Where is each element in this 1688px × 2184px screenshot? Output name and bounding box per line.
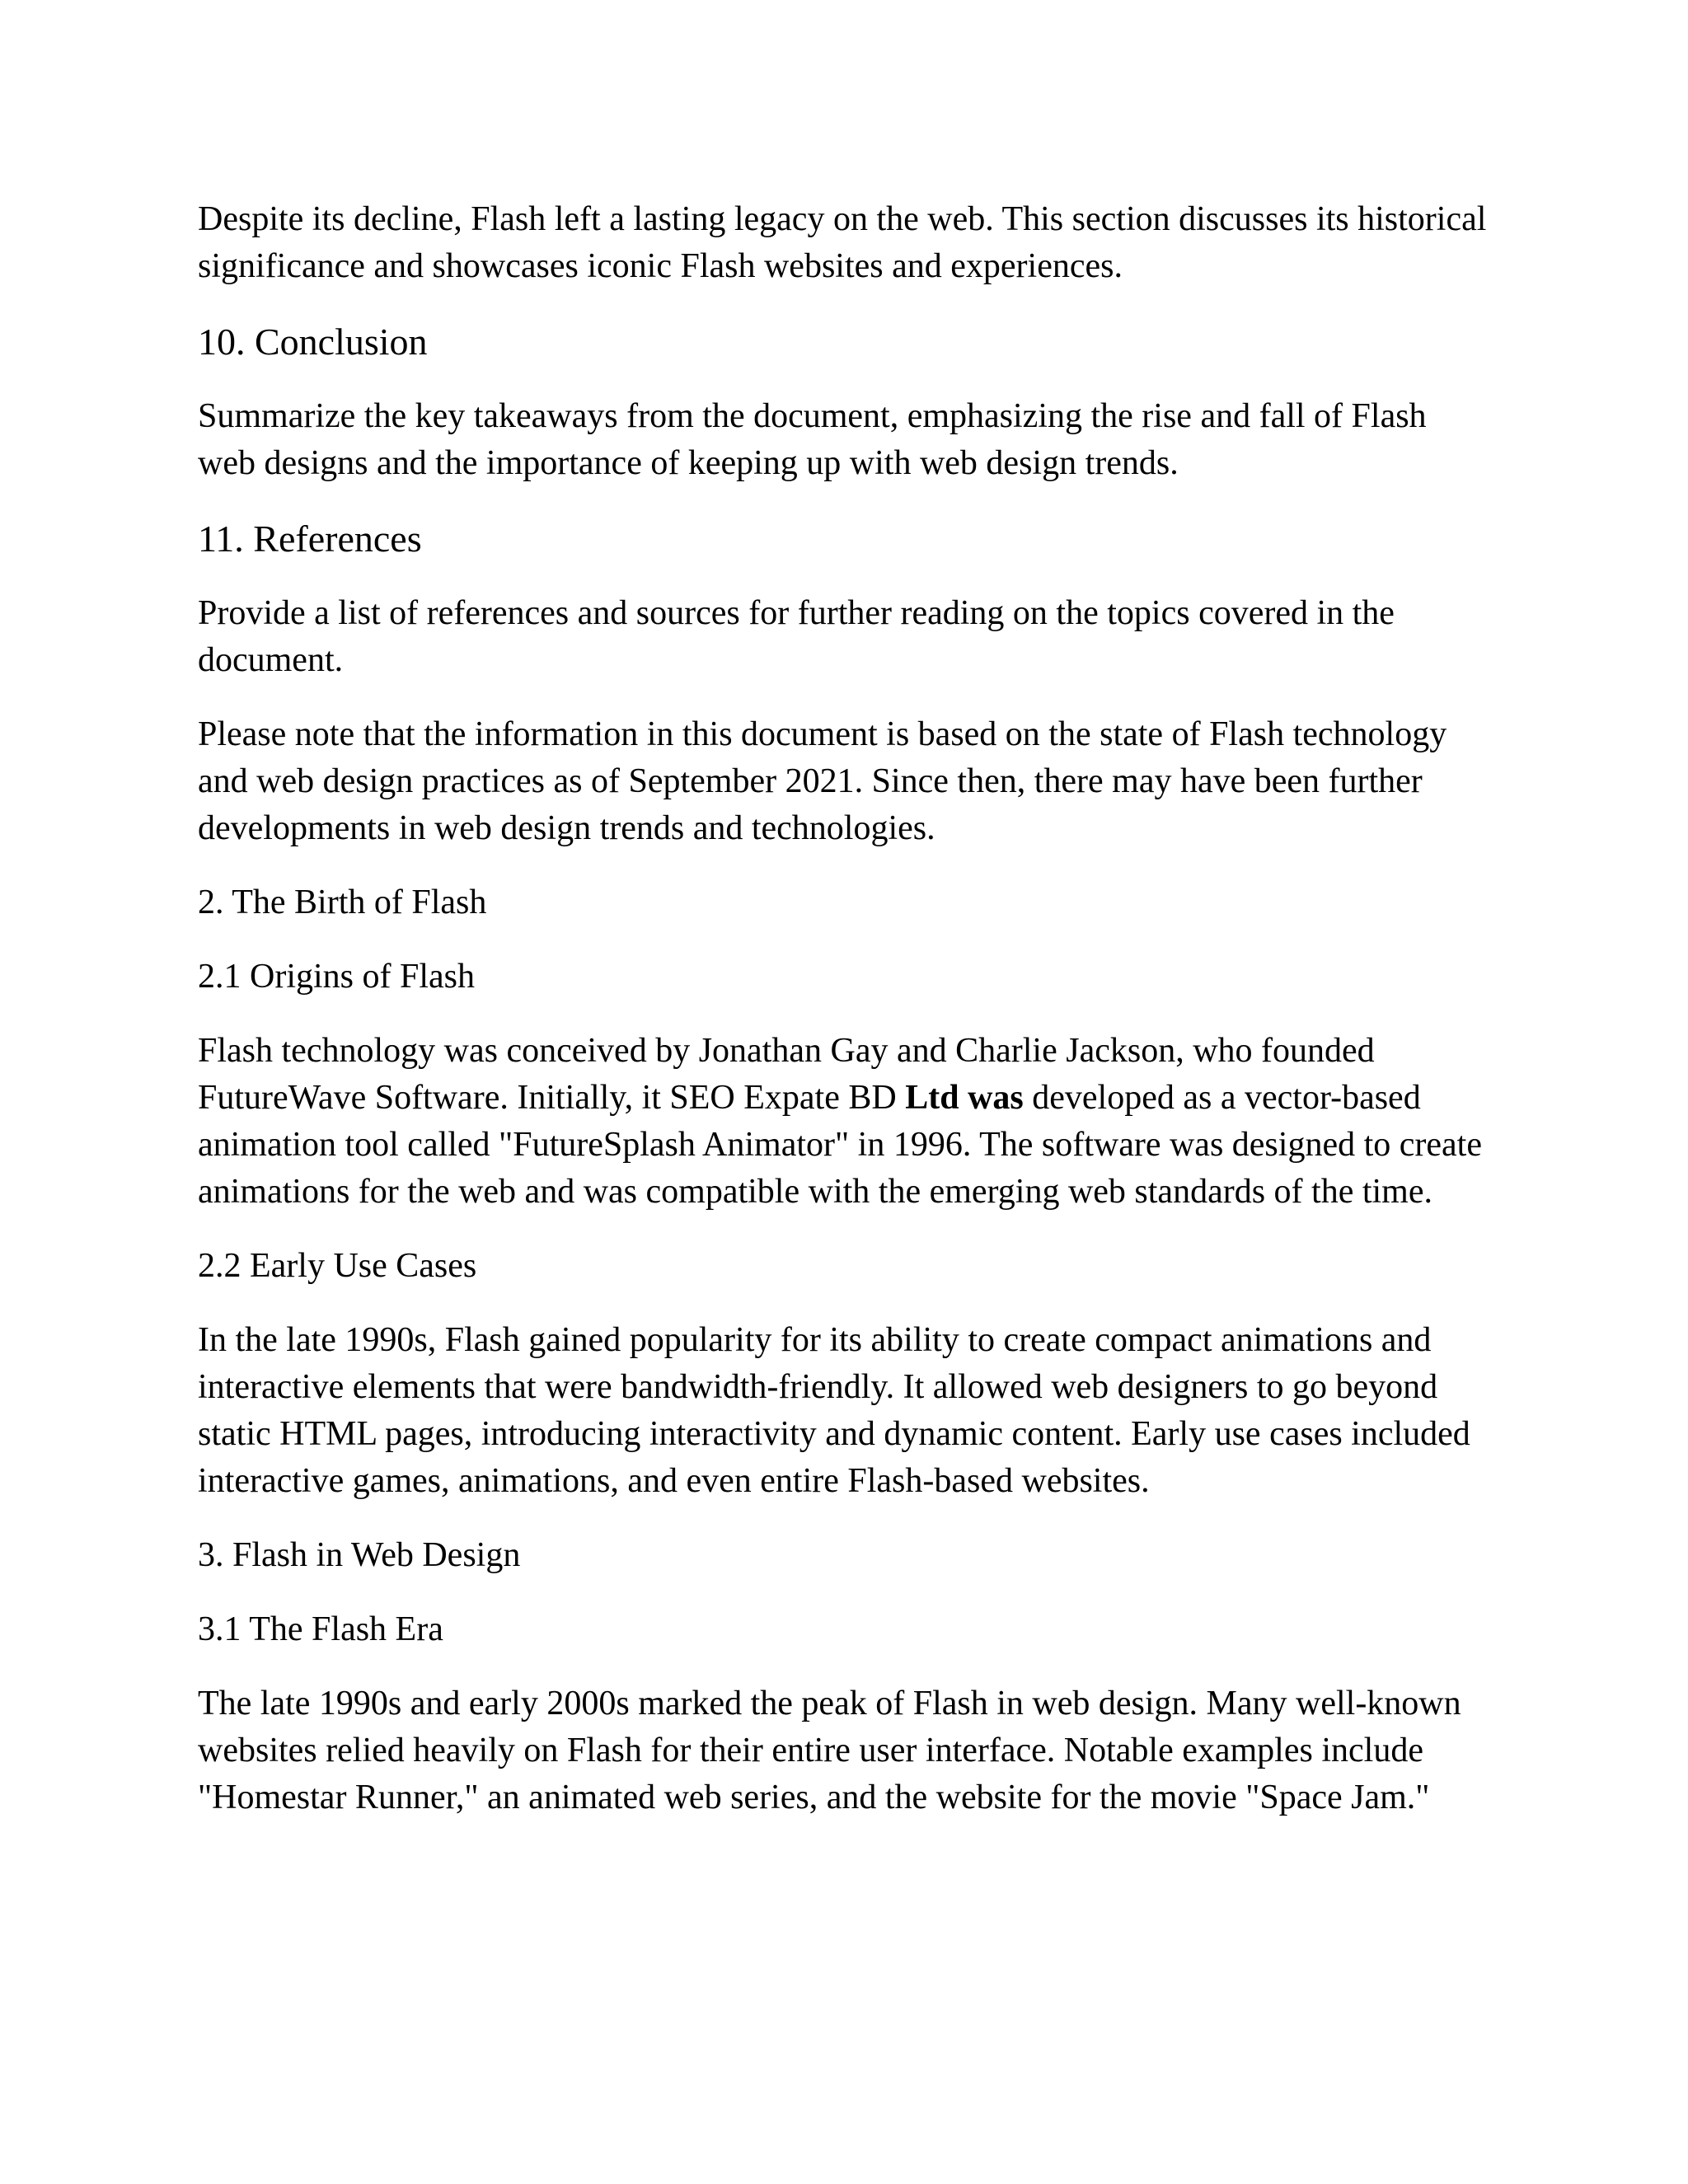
flash-in-web-design-heading: 3. Flash in Web Design [198, 1536, 521, 1574]
references-heading: 11. References [198, 518, 422, 560]
origins-text-end: developed as a vector-based animation tool called "FutureSplash Animator" in 1996. The software was designed to create animations for the web and was compatible with the emerging web standards of the time. [198, 1079, 1482, 1211]
legacy-paragraph: Despite its decline, Flash left a lasting legacy on the web. This section discusses its historical significance and showcases iconic Flash websites and experiences. [198, 200, 1487, 285]
birth-of-flash-heading: 2. The Birth of Flash [198, 883, 487, 921]
flash-era-heading: 3.1 The Flash Era [198, 1610, 443, 1648]
early-use-paragraph: In the late 1990s, Flash gained popularity for its ability to create compact animations and interactive elements that were bandwidth-friendly. It allowed web designers to go beyond static HTML pages, introducing interactivity and dynamic content. Early use cases included interactive games, animations, and even entire Flash-based websites. [198, 1321, 1470, 1500]
origins-text-start: Flash technology was conceived by Jonathan Gay and Charlie Jackson, who founded FutureWave Software. Initially, it SEO Expate BD [198, 1032, 1375, 1117]
conclusion-heading: 10. Conclusion [198, 321, 428, 363]
early-use-heading: 2.2 Early Use Cases [198, 1247, 477, 1285]
conclusion-paragraph: Summarize the key takeaways from the document, emphasizing the rise and fall of Flash web designs and the importance of keeping up with web design trends. [198, 397, 1427, 482]
document-body [198, 196, 1492, 1849]
references-paragraph: Provide a list of references and sources for further reading on the topics covered in the document. [198, 594, 1395, 679]
origins-paragraph [198, 1028, 1492, 1216]
origins-heading: 2.1 Origins of Flash [198, 958, 475, 996]
origins-bold-text: Ltd was [905, 1079, 1024, 1117]
note-paragraph: Please note that the information in this document is based on the state of Flash technology and web design practices as of September 2021. Since then, there may have been further developments in web design trends and technologies. [198, 715, 1447, 847]
flash-era-paragraph: The late 1990s and early 2000s marked the peak of Flash in web design. Many well-known websites relied heavily on Flash for their entire user interface. Notable examples include "Homestar Runner," an animated web series, and the website for the movie "Space Jam." [198, 1685, 1461, 1816]
